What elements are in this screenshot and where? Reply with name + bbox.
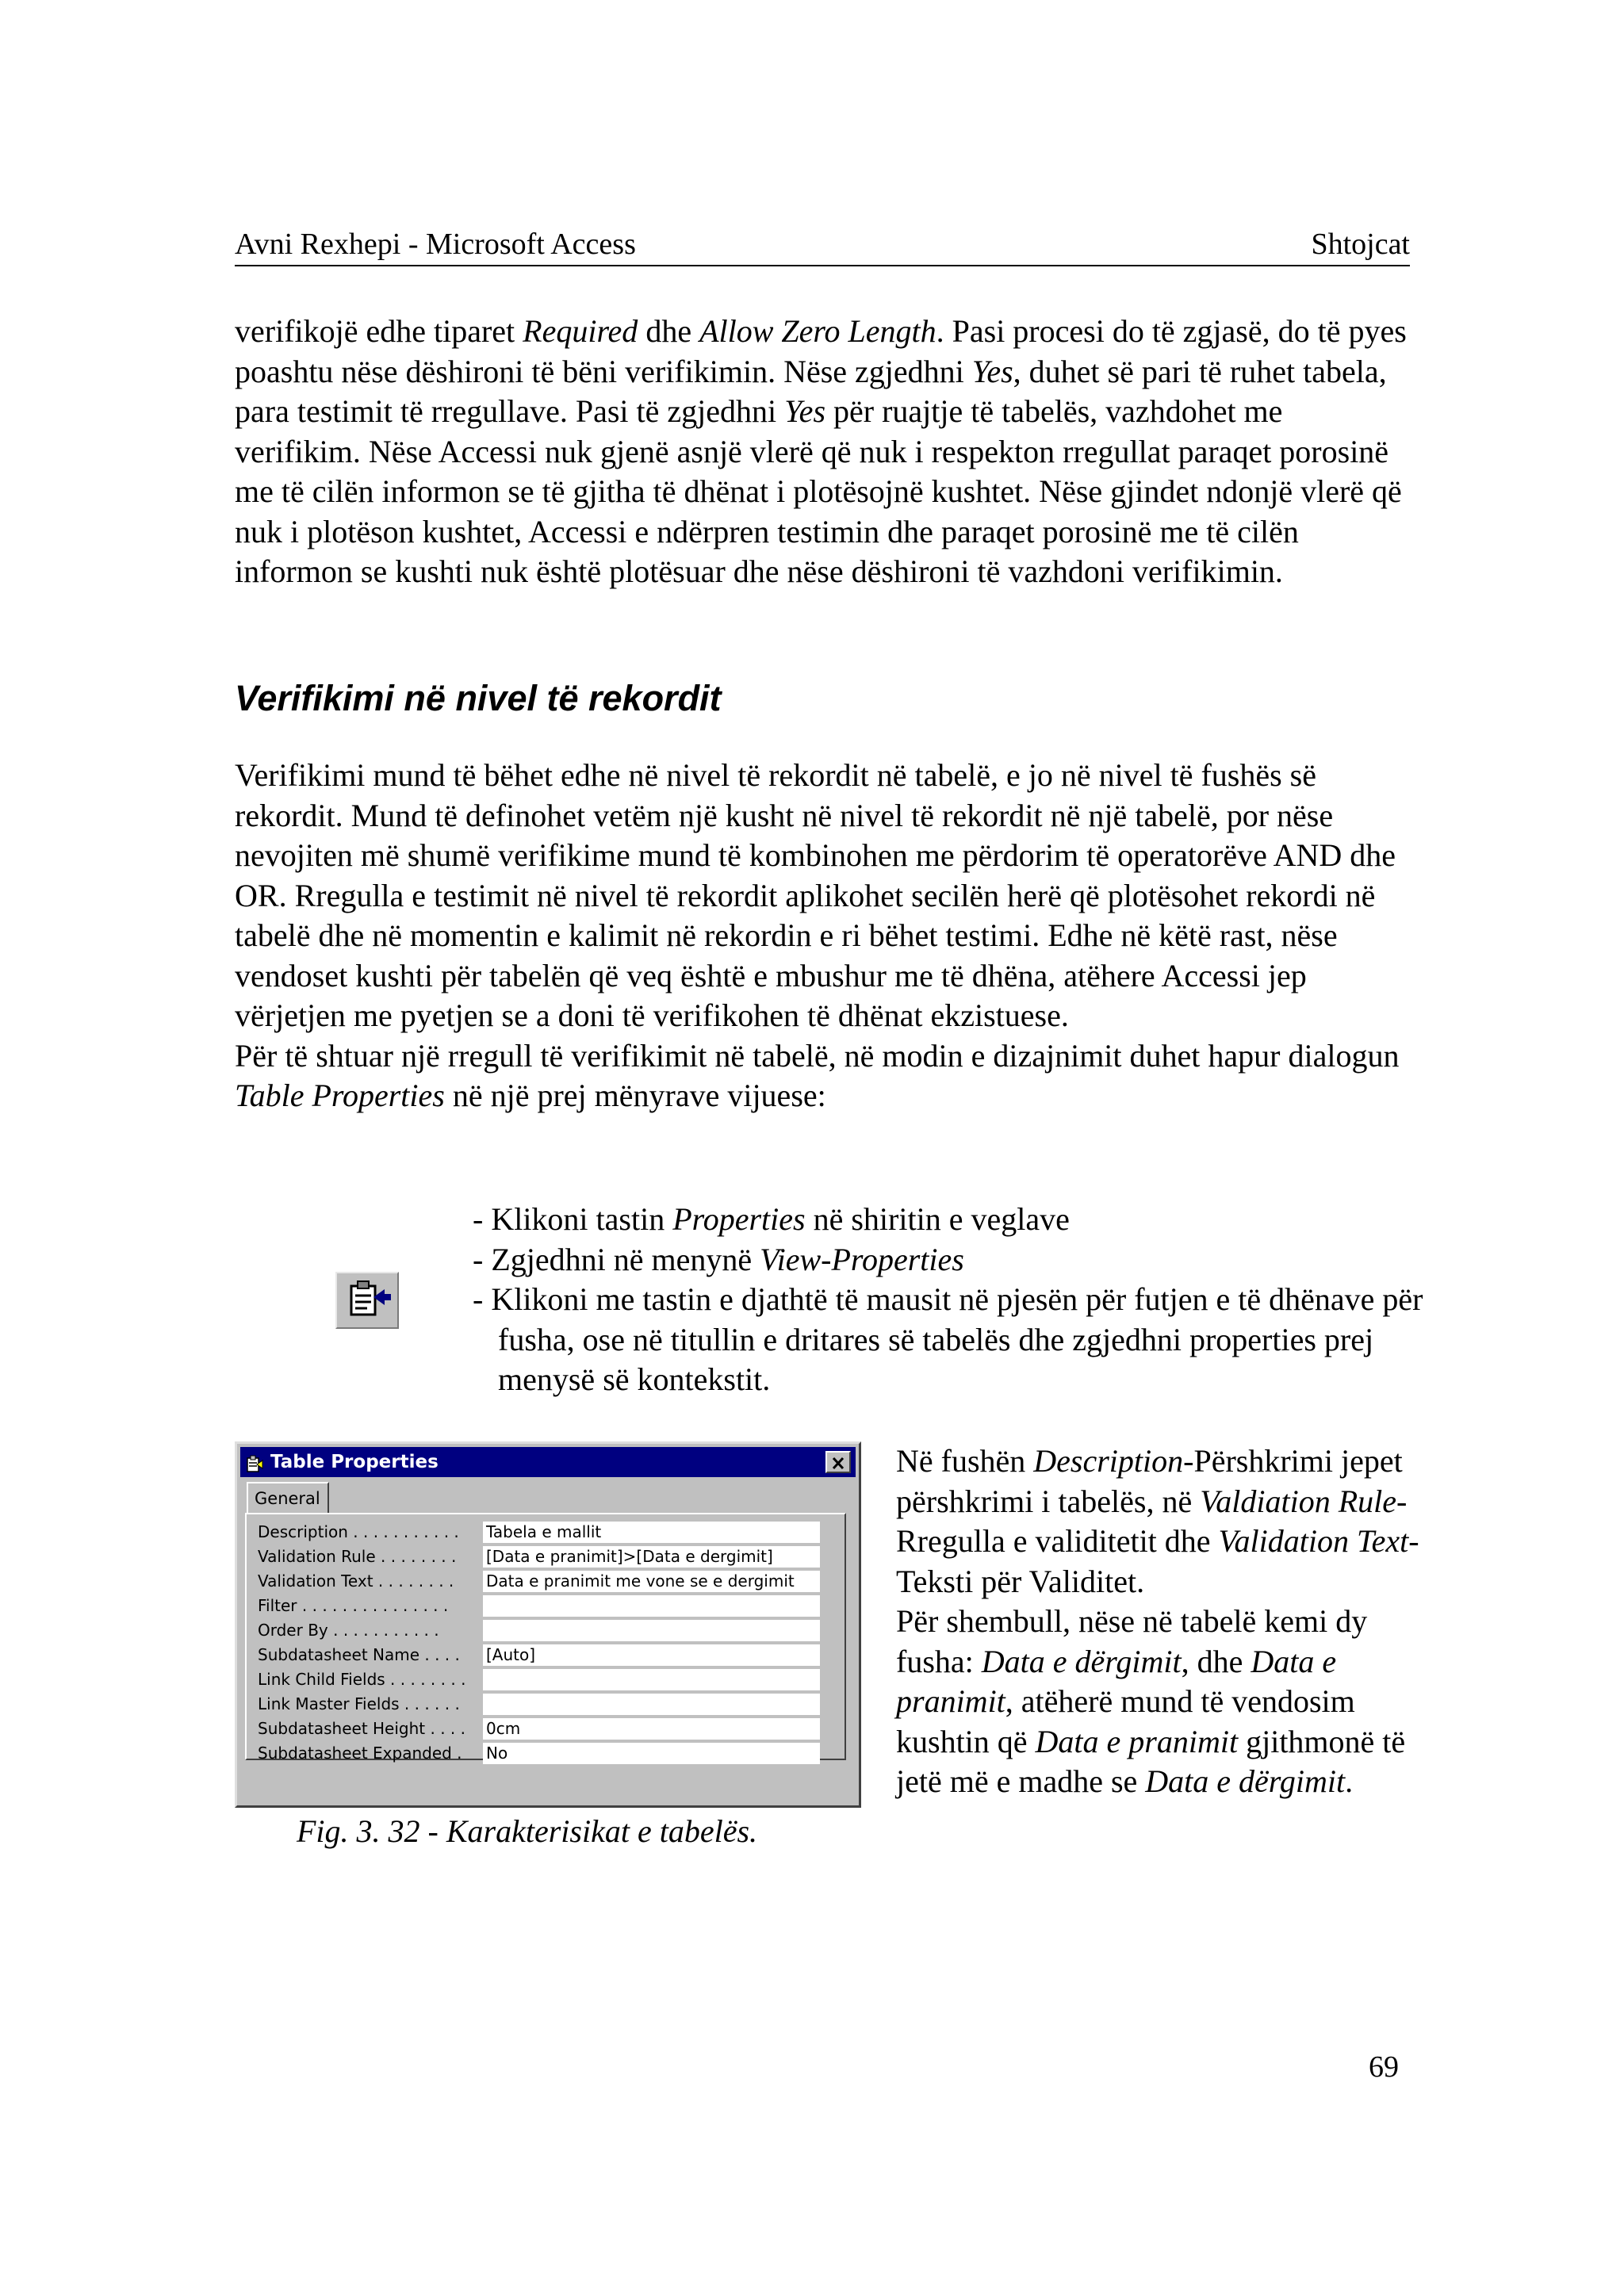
property-label: Order By . . . . . . . . . . . (258, 1621, 439, 1640)
dialog-title: Table Properties (270, 1452, 439, 1472)
dialog-titlebar[interactable] (240, 1447, 856, 1477)
property-value-field[interactable]: [Auto] (483, 1644, 820, 1666)
table-properties-icon (245, 1453, 264, 1472)
properties-icon (335, 1272, 399, 1329)
table-properties-dialog (235, 1441, 861, 1808)
page-number: 69 (1369, 2050, 1399, 2084)
property-value-field[interactable] (483, 1694, 820, 1715)
property-value-field[interactable]: [Data e pranimit]>[Data e dergimit] (483, 1546, 820, 1568)
property-label: Subdatasheet Name . . . . (258, 1645, 460, 1664)
property-value-field[interactable] (483, 1669, 820, 1690)
property-row (251, 1667, 838, 1692)
property-row (251, 1545, 838, 1569)
property-row (251, 1741, 838, 1766)
property-label: Validation Text . . . . . . . . (258, 1571, 454, 1591)
property-value-field[interactable] (483, 1595, 820, 1617)
property-label: Description . . . . . . . . . . . (258, 1522, 459, 1541)
figure-caption: Fig. 3. 32 - Karakterisikat e tabelës. (297, 1813, 758, 1849)
page-header (235, 224, 1410, 266)
section-heading: Verifikimi në nivel të rekordit (235, 678, 722, 718)
header-title: Avni Rexhepi - Microsoft Access (235, 228, 636, 261)
property-label: Subdatasheet Height . . . . (258, 1719, 465, 1738)
property-row (251, 1618, 838, 1643)
property-value-field[interactable]: Data e pranimit me vone se e dergimit (483, 1571, 820, 1592)
close-icon (827, 1454, 849, 1473)
property-value-field[interactable]: No (483, 1743, 820, 1764)
list-item: - Klikoni me tastin e djathtë të mausit në pjesën për futjen e të dhënave për fusha, ose në titullin e dritares së tabelës dhe zgjedhni properties prej menysë së kontekstit. (473, 1281, 1423, 1397)
property-label: Link Child Fields . . . . . . . . (258, 1670, 466, 1689)
side-paragraph: Në fushën Description-Përshkrimi jepet përshkrimi i tabelës, në Valdiation Rule-Rregulla e validitetit dhe Validation Text-Teksti për Validitet. Për shembull, nëse në tabelë kemi dy fusha: Data e dërgimit, dhe Data e pranimit, atëherë mund të vendosim kushtin që Data e pranimit gjithmonë të jetë më e madhe se Data e dërgimit. (896, 1443, 1419, 1799)
property-value-field[interactable]: Tabela e mallit (483, 1522, 820, 1543)
property-value-field[interactable]: 0cm (483, 1718, 820, 1740)
instruction-list (473, 1200, 1424, 1400)
property-row (251, 1520, 838, 1545)
property-row (251, 1643, 838, 1667)
property-label: Subdatasheet Expanded . (258, 1744, 462, 1763)
paragraph-1: verifikojë edhe tiparet Required dhe Allow Zero Length. Pasi procesi do të zgjasë, do të pyes poashtu nëse dëshironi të bëni verifikimin. Nëse zgjedhni Yes, duhet së pari të ruhet tabela, para testimit të rregullave. Pasi të zgjedhni Yes për ruajtje të tabelës, vazhdohet me verifikim. Nëse Accessi nuk gjenë asnjë vlerë që nuk i respekton rregullat paraqet porosinë me të cilën informon se të gjitha të dhënat i plotësojnë kushtet. Nëse gjindet ndonjë vlerë që nuk i plotëson kushtet, Accessi e ndërpren testimin dhe paraqet porosinë me të cilën informon se kushti nuk është plotësuar dhe nëse dëshironi të vazhdoni verifikimin. (235, 313, 1407, 589)
property-value-field[interactable] (483, 1620, 820, 1641)
property-label: Link Master Fields . . . . . . (258, 1694, 460, 1713)
paragraph-2: Verifikimi mund të bëhet edhe në nivel të rekordit në tabelë, e jo në nivel të fushës së rekordit. Mund të definohet vetëm një kusht në nivel të rekordit në një tabelë, por nëse nevojiten më shumë verifikime mund të kombinohen me përdorim të operatorëve AND dhe OR. Rregulla e testimit në nivel të rekordit aplikohet secilën herë që plotësohet rekordi në tabelë dhe në momentin e kalimit në rekordin e ri bëhet testimi. Edhe në këtë rast, nëse vendoset kushti për tabelën që veq është e mbushur me të dhëna, atëhere Accessi jep vërjetjen me pyetjen se a doni të verifikohen të dhënat ekzistuese. Për të shtuar një rregull të verifikimit në tabelë, në modin e dizajnimit duhet hapur dialogun Table Properties në një prej mënyrave vijuese: (235, 757, 1400, 1113)
property-label: Filter . . . . . . . . . . . . . . . (258, 1596, 449, 1615)
header-section: Shtojcat (1311, 228, 1410, 261)
property-label: Validation Rule . . . . . . . . (258, 1547, 457, 1566)
property-row (251, 1692, 838, 1717)
list-item: - Klikoni tastin Properties në shiritin e veglave (473, 1201, 1070, 1237)
property-row (251, 1717, 838, 1741)
tab-general[interactable]: General (247, 1482, 329, 1514)
property-row (251, 1594, 838, 1618)
list-item: - Zgjedhni në menynë View-Properties (473, 1241, 964, 1277)
close-button[interactable] (825, 1451, 851, 1473)
property-row (251, 1569, 838, 1594)
